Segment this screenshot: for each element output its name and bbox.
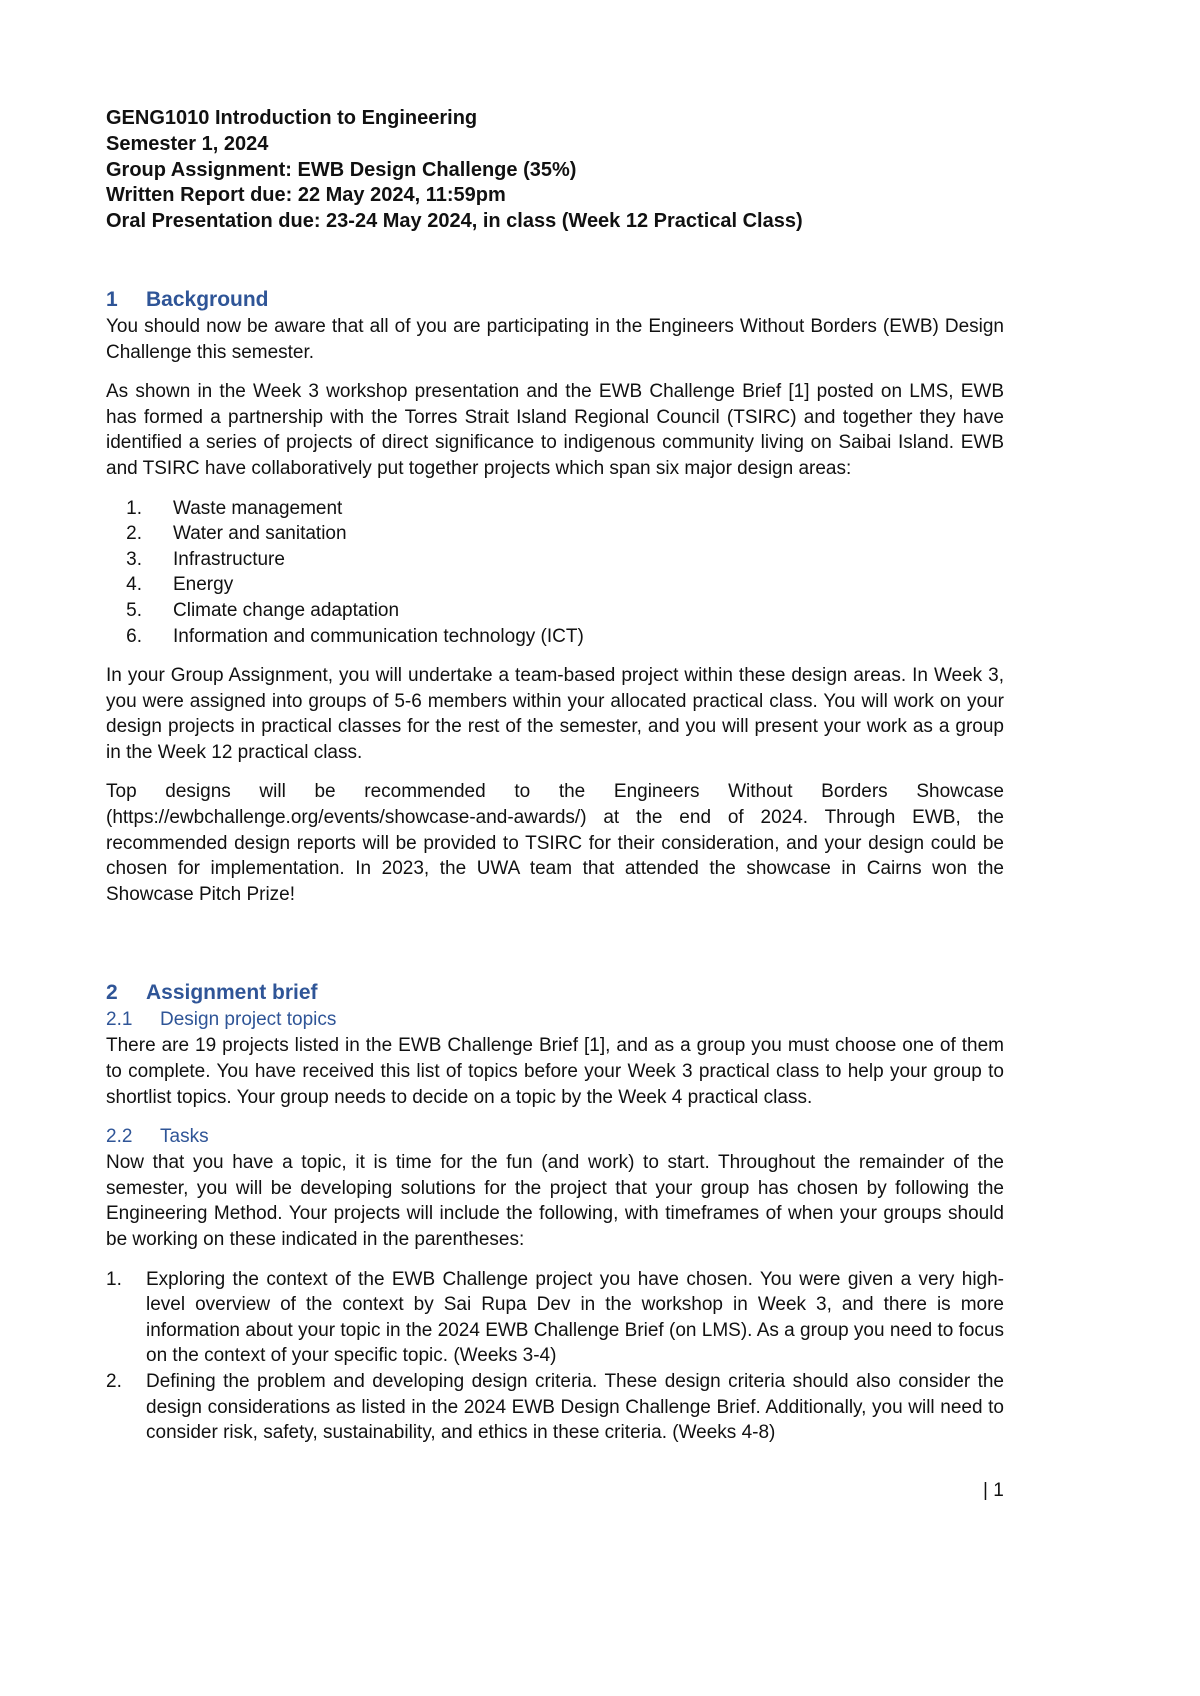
list-item: 1. Exploring the context of the EWB Challenge project you have chosen. You were given a very high-level overview of the context by Sai Rupa Dev in the workshop in Week 3, and there is more information about your topic in the 2024 EWB Challenge Brief (on LMS). As a group you need to focus on the context of your specific topic. (Weeks 3-4) — [106, 1268, 1004, 1367]
list-item: 2. Water and sanitation — [126, 523, 347, 545]
subsection-heading-topics: 2.1 Design project topics — [106, 1009, 337, 1031]
report-due: Written Report due: 22 May 2024, 11:59pm — [106, 184, 506, 207]
section-heading-assignment-brief: 2 Assignment brief — [106, 981, 318, 1005]
document-header — [106, 106, 1004, 235]
design-areas-list — [106, 496, 1004, 650]
list-item: 1. Waste management — [126, 497, 343, 519]
paragraph: Now that you have a topic, it is time for the fun (and work) to start. Throughout the remainder of the semester, you will be developing solutions for the project that your group has chosen by following the Engineering Method. Your projects will include the following, with timeframes of when your groups should be working on these indicated in the parentheses: — [106, 1152, 1004, 1251]
list-item: 3. Infrastructure — [126, 548, 285, 570]
tasks-list — [106, 1267, 1004, 1446]
section-heading-background: 1 Background — [106, 287, 269, 311]
list-item: 6. Information and communication technology (ICT) — [126, 625, 584, 647]
paragraph: Top designs will be recommended to the Engineers Without Borders Showcase (https://ewbchallenge.org/events/showcase-and-awards/) at the end of 2024. Through EWB, the recommended design reports will be provided to TSIRC for their consideration, and your design could be chosen for implementation. In 2023, the UWA team that attended the showcase in Cairns won the Showcase Pitch Prize! — [106, 781, 1004, 905]
paragraph: You should now be aware that all of you are participating in the Engineers Without Borders (EWB) Design Challenge this semester. — [106, 315, 1004, 363]
paragraph: As shown in the Week 3 workshop presentation and the EWB Challenge Brief [1] posted on LMS, EWB has formed a partnership with the Torres Strait Island Regional Council (TSIRC) and together they have identified a series of projects of direct significance to indigenous community living on Saibai Island. EWB and TSIRC have collaboratively put together projects which span six major design areas: — [106, 381, 1004, 479]
paragraph: In your Group Assignment, you will undertake a team-based project within these design areas. In Week 3, you were assigned into groups of 5-6 members within your allocated practical class. You will work on your design projects in practical classes for the rest of the semester, and you will present your work as a group in the Week 12 practical class. — [106, 665, 1004, 763]
subsection-heading-tasks: 2.2 Tasks — [106, 1126, 209, 1148]
semester: Semester 1, 2024 — [106, 132, 269, 155]
course-title: GENG1010 Introduction to Engineering — [106, 107, 478, 129]
page-number: | 1 — [983, 1480, 1004, 1501]
document-page — [106, 106, 1004, 1460]
list-item: 5. Climate change adaptation — [126, 599, 400, 621]
presentation-due: Oral Presentation due: 23-24 May 2024, in class (Week 12 Practical Class) — [106, 210, 803, 233]
list-item: 4. Energy — [126, 574, 234, 596]
assignment-title: Group Assignment: EWB Design Challenge (35%) — [106, 158, 577, 181]
list-item: 2. Defining the problem and developing design criteria. These design criteria should also consider the design considerations as listed in the 2024 EWB Design Challenge Brief. Additionally, you will need to consider risk, safety, sustainability, and ethics in these criteria. (Weeks 4-8) — [106, 1370, 1004, 1444]
paragraph: There are 19 projects listed in the EWB Challenge Brief [1], and as a group you must choose one of them to complete. You have received this list of topics before your Week 3 practical class to help your group to shortlist topics. Your group needs to decide on a topic by the Week 4 practical class. — [106, 1035, 1004, 1108]
